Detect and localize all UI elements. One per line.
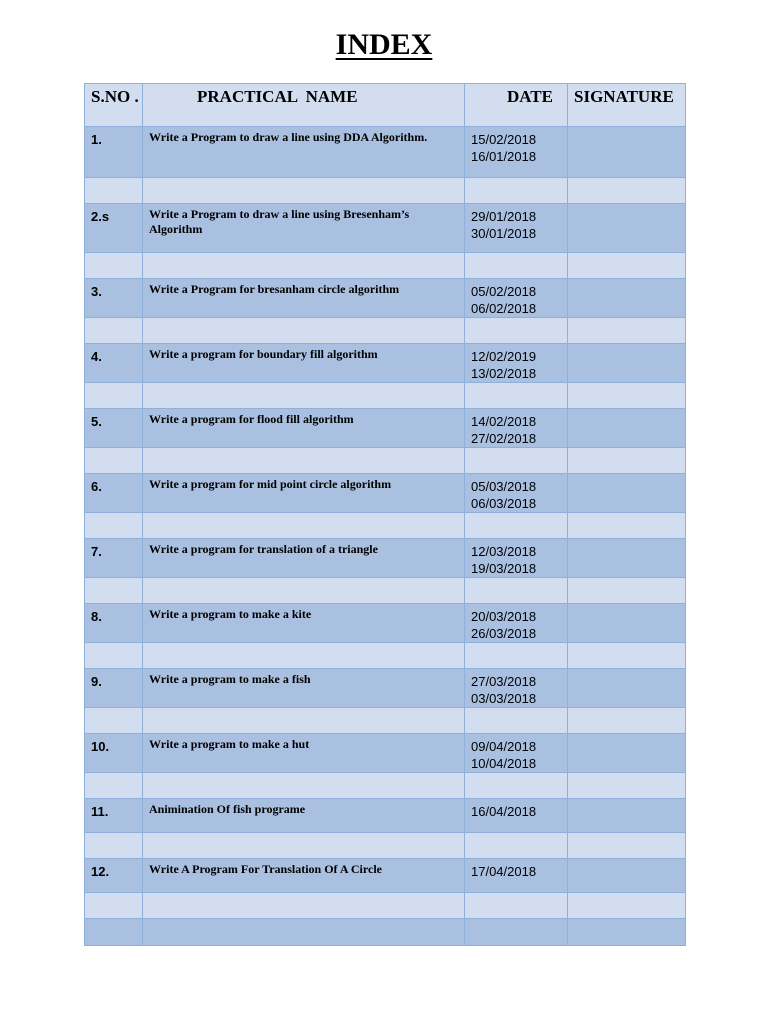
header-signature: SIGNATURE: [568, 84, 686, 127]
sno-cell: [85, 859, 143, 893]
date-cell: [465, 859, 568, 893]
date-value: 10/04/2018: [471, 756, 537, 771]
spacer-row: [85, 513, 686, 539]
spacer-cell: [568, 178, 686, 204]
sno-cell: [85, 734, 143, 773]
serial-number: 2.s: [91, 209, 110, 224]
date-cell: [465, 604, 568, 643]
spacer-cell: [465, 318, 568, 344]
spacer-row: [85, 833, 686, 859]
date-value: 16/01/2018: [471, 149, 537, 164]
practical-name-cell: [143, 859, 465, 893]
practical-name: Animination Of fish programe: [149, 802, 306, 816]
practical-name: Write a program to make a hut: [149, 737, 310, 751]
serial-number: 7.: [91, 544, 102, 559]
spacer-cell: [568, 893, 686, 919]
header-sno: S.NO .: [85, 84, 143, 127]
table-row: [85, 539, 686, 578]
spacer-cell: [465, 773, 568, 799]
spacer-cell: [465, 448, 568, 474]
spacer-row: [85, 893, 686, 919]
spacer-cell: [85, 893, 143, 919]
practical-name-cell: [143, 279, 465, 318]
date-value: 12/02/2019: [471, 349, 537, 364]
spacer-cell: [85, 708, 143, 734]
table-row: [85, 604, 686, 643]
date-cell: [465, 409, 568, 448]
spacer-cell: [143, 383, 465, 409]
practical-name: Write a Program to draw a line using DDA Algorithm.: [149, 130, 428, 144]
date-value: 05/03/2018: [471, 479, 537, 494]
practical-name-cell: [143, 539, 465, 578]
table-row: [85, 127, 686, 178]
spacer-cell: [568, 448, 686, 474]
date-cell: [465, 669, 568, 708]
spacer-cell: [465, 893, 568, 919]
date-value: 27/03/2018: [471, 674, 537, 689]
spacer-cell: [465, 708, 568, 734]
serial-number: 8.: [91, 609, 102, 624]
date-value: 14/02/2018: [471, 414, 537, 429]
signature-cell: [568, 279, 686, 318]
practical-name: Write a Program to draw a line using Bresenham’s Algorithm: [149, 207, 410, 236]
spacer-cell: [143, 773, 465, 799]
spacer-row: [85, 178, 686, 204]
practical-name-cell: [143, 409, 465, 448]
sno-cell: [85, 409, 143, 448]
spacer-cell: [143, 448, 465, 474]
empty-cell: [465, 919, 568, 946]
serial-number: 3.: [91, 284, 102, 299]
signature-cell: [568, 204, 686, 253]
spacer-cell: [568, 318, 686, 344]
serial-number: 5.: [91, 414, 102, 429]
sno-cell: [85, 204, 143, 253]
sno-cell: [85, 127, 143, 178]
date-value: 20/03/2018: [471, 609, 537, 624]
date-value: 19/03/2018: [471, 561, 537, 576]
signature-cell: [568, 669, 686, 708]
sno-cell: [85, 279, 143, 318]
date-value: 05/02/2018: [471, 284, 537, 299]
spacer-row: [85, 578, 686, 604]
sno-cell: [85, 604, 143, 643]
serial-number: 9.: [91, 674, 102, 689]
spacer-cell: [143, 708, 465, 734]
practical-name-cell: [143, 669, 465, 708]
signature-cell: [568, 127, 686, 178]
spacer-cell: [143, 253, 465, 279]
sno-cell: [85, 669, 143, 708]
empty-row: [85, 919, 686, 946]
signature-cell: [568, 474, 686, 513]
date-cell: [465, 344, 568, 383]
spacer-cell: [85, 178, 143, 204]
spacer-cell: [568, 833, 686, 859]
date-cell: [465, 734, 568, 773]
page-title: INDEX: [335, 28, 433, 61]
date-value: 06/02/2018: [471, 301, 537, 316]
sno-cell: [85, 344, 143, 383]
spacer-row: [85, 708, 686, 734]
date-value: 15/02/2018: [471, 132, 537, 147]
spacer-cell: [568, 513, 686, 539]
spacer-row: [85, 318, 686, 344]
practical-name-cell: [143, 344, 465, 383]
spacer-cell: [85, 773, 143, 799]
practical-name: Write A Program For Translation Of A Circle: [149, 862, 382, 876]
signature-cell: [568, 344, 686, 383]
header-practical-name: PRACTICAL NAME: [143, 84, 465, 127]
index-table: [84, 83, 686, 946]
date-value: 16/04/2018: [471, 804, 537, 819]
table-header-row: [85, 84, 686, 127]
date-cell: [465, 204, 568, 253]
date-cell: [465, 127, 568, 178]
spacer-row: [85, 643, 686, 669]
practical-name: Write a program for mid point circle algorithm: [149, 477, 392, 491]
spacer-cell: [465, 643, 568, 669]
practical-name: Write a program to make a fish: [149, 672, 311, 686]
empty-cell: [85, 919, 143, 946]
date-cell: [465, 539, 568, 578]
serial-number: 12.: [91, 864, 110, 879]
table-row: [85, 799, 686, 833]
sno-cell: [85, 799, 143, 833]
date-value: 26/03/2018: [471, 626, 537, 641]
spacer-cell: [85, 448, 143, 474]
spacer-cell: [143, 643, 465, 669]
spacer-cell: [85, 383, 143, 409]
practical-name-cell: [143, 474, 465, 513]
spacer-cell: [465, 253, 568, 279]
signature-cell: [568, 539, 686, 578]
spacer-cell: [143, 178, 465, 204]
spacer-row: [85, 773, 686, 799]
spacer-cell: [85, 833, 143, 859]
date-value: 13/02/2018: [471, 366, 537, 381]
serial-number: 4.: [91, 349, 102, 364]
signature-cell: [568, 734, 686, 773]
practical-name-cell: [143, 734, 465, 773]
table-row: [85, 859, 686, 893]
practical-name: Write a program for translation of a triangle: [149, 542, 378, 556]
date-value: 17/04/2018: [471, 864, 537, 879]
serial-number: 1.: [91, 132, 102, 147]
date-value: 30/01/2018: [471, 226, 537, 241]
spacer-cell: [568, 578, 686, 604]
serial-number: 11.: [91, 804, 109, 819]
practical-name: Write a program to make a kite: [149, 607, 312, 621]
table-row: [85, 204, 686, 253]
spacer-cell: [143, 578, 465, 604]
date-cell: [465, 474, 568, 513]
sno-cell: [85, 474, 143, 513]
date-value: 12/03/2018: [471, 544, 537, 559]
table-row: [85, 279, 686, 318]
spacer-cell: [465, 513, 568, 539]
practical-name-cell: [143, 799, 465, 833]
serial-number: 6.: [91, 479, 102, 494]
signature-cell: [568, 409, 686, 448]
header-date: DATE: [465, 84, 568, 127]
table-row: [85, 344, 686, 383]
spacer-cell: [568, 253, 686, 279]
practical-name: Write a program for flood fill algorithm: [149, 412, 354, 426]
spacer-row: [85, 383, 686, 409]
spacer-cell: [568, 643, 686, 669]
spacer-cell: [568, 773, 686, 799]
sno-cell: [85, 539, 143, 578]
practical-name-cell: [143, 127, 465, 178]
spacer-cell: [143, 318, 465, 344]
spacer-cell: [85, 578, 143, 604]
spacer-cell: [143, 513, 465, 539]
serial-number: 10.: [91, 739, 110, 754]
spacer-row: [85, 448, 686, 474]
practical-name: Write a program for boundary fill algorithm: [149, 347, 378, 361]
empty-cell: [143, 919, 465, 946]
table-row: [85, 474, 686, 513]
spacer-cell: [143, 893, 465, 919]
spacer-cell: [465, 578, 568, 604]
spacer-cell: [465, 383, 568, 409]
date-value: 06/03/2018: [471, 496, 537, 511]
spacer-row: [85, 253, 686, 279]
table-row: [85, 669, 686, 708]
signature-cell: [568, 799, 686, 833]
date-cell: [465, 279, 568, 318]
practical-name-cell: [143, 604, 465, 643]
spacer-cell: [85, 253, 143, 279]
spacer-cell: [143, 833, 465, 859]
date-value: 03/03/2018: [471, 691, 537, 706]
empty-cell: [568, 919, 686, 946]
spacer-cell: [465, 833, 568, 859]
spacer-cell: [568, 383, 686, 409]
date-value: 09/04/2018: [471, 739, 537, 754]
date-value: 29/01/2018: [471, 209, 537, 224]
spacer-cell: [568, 708, 686, 734]
signature-cell: [568, 604, 686, 643]
signature-cell: [568, 859, 686, 893]
date-cell: [465, 799, 568, 833]
practical-name: Write a Program for bresanham circle algorithm: [149, 282, 400, 296]
table-row: [85, 409, 686, 448]
spacer-cell: [85, 318, 143, 344]
date-value: 27/02/2018: [471, 431, 537, 446]
table-row: [85, 734, 686, 773]
spacer-cell: [465, 178, 568, 204]
spacer-cell: [85, 513, 143, 539]
practical-name-cell: [143, 204, 465, 253]
spacer-cell: [85, 643, 143, 669]
